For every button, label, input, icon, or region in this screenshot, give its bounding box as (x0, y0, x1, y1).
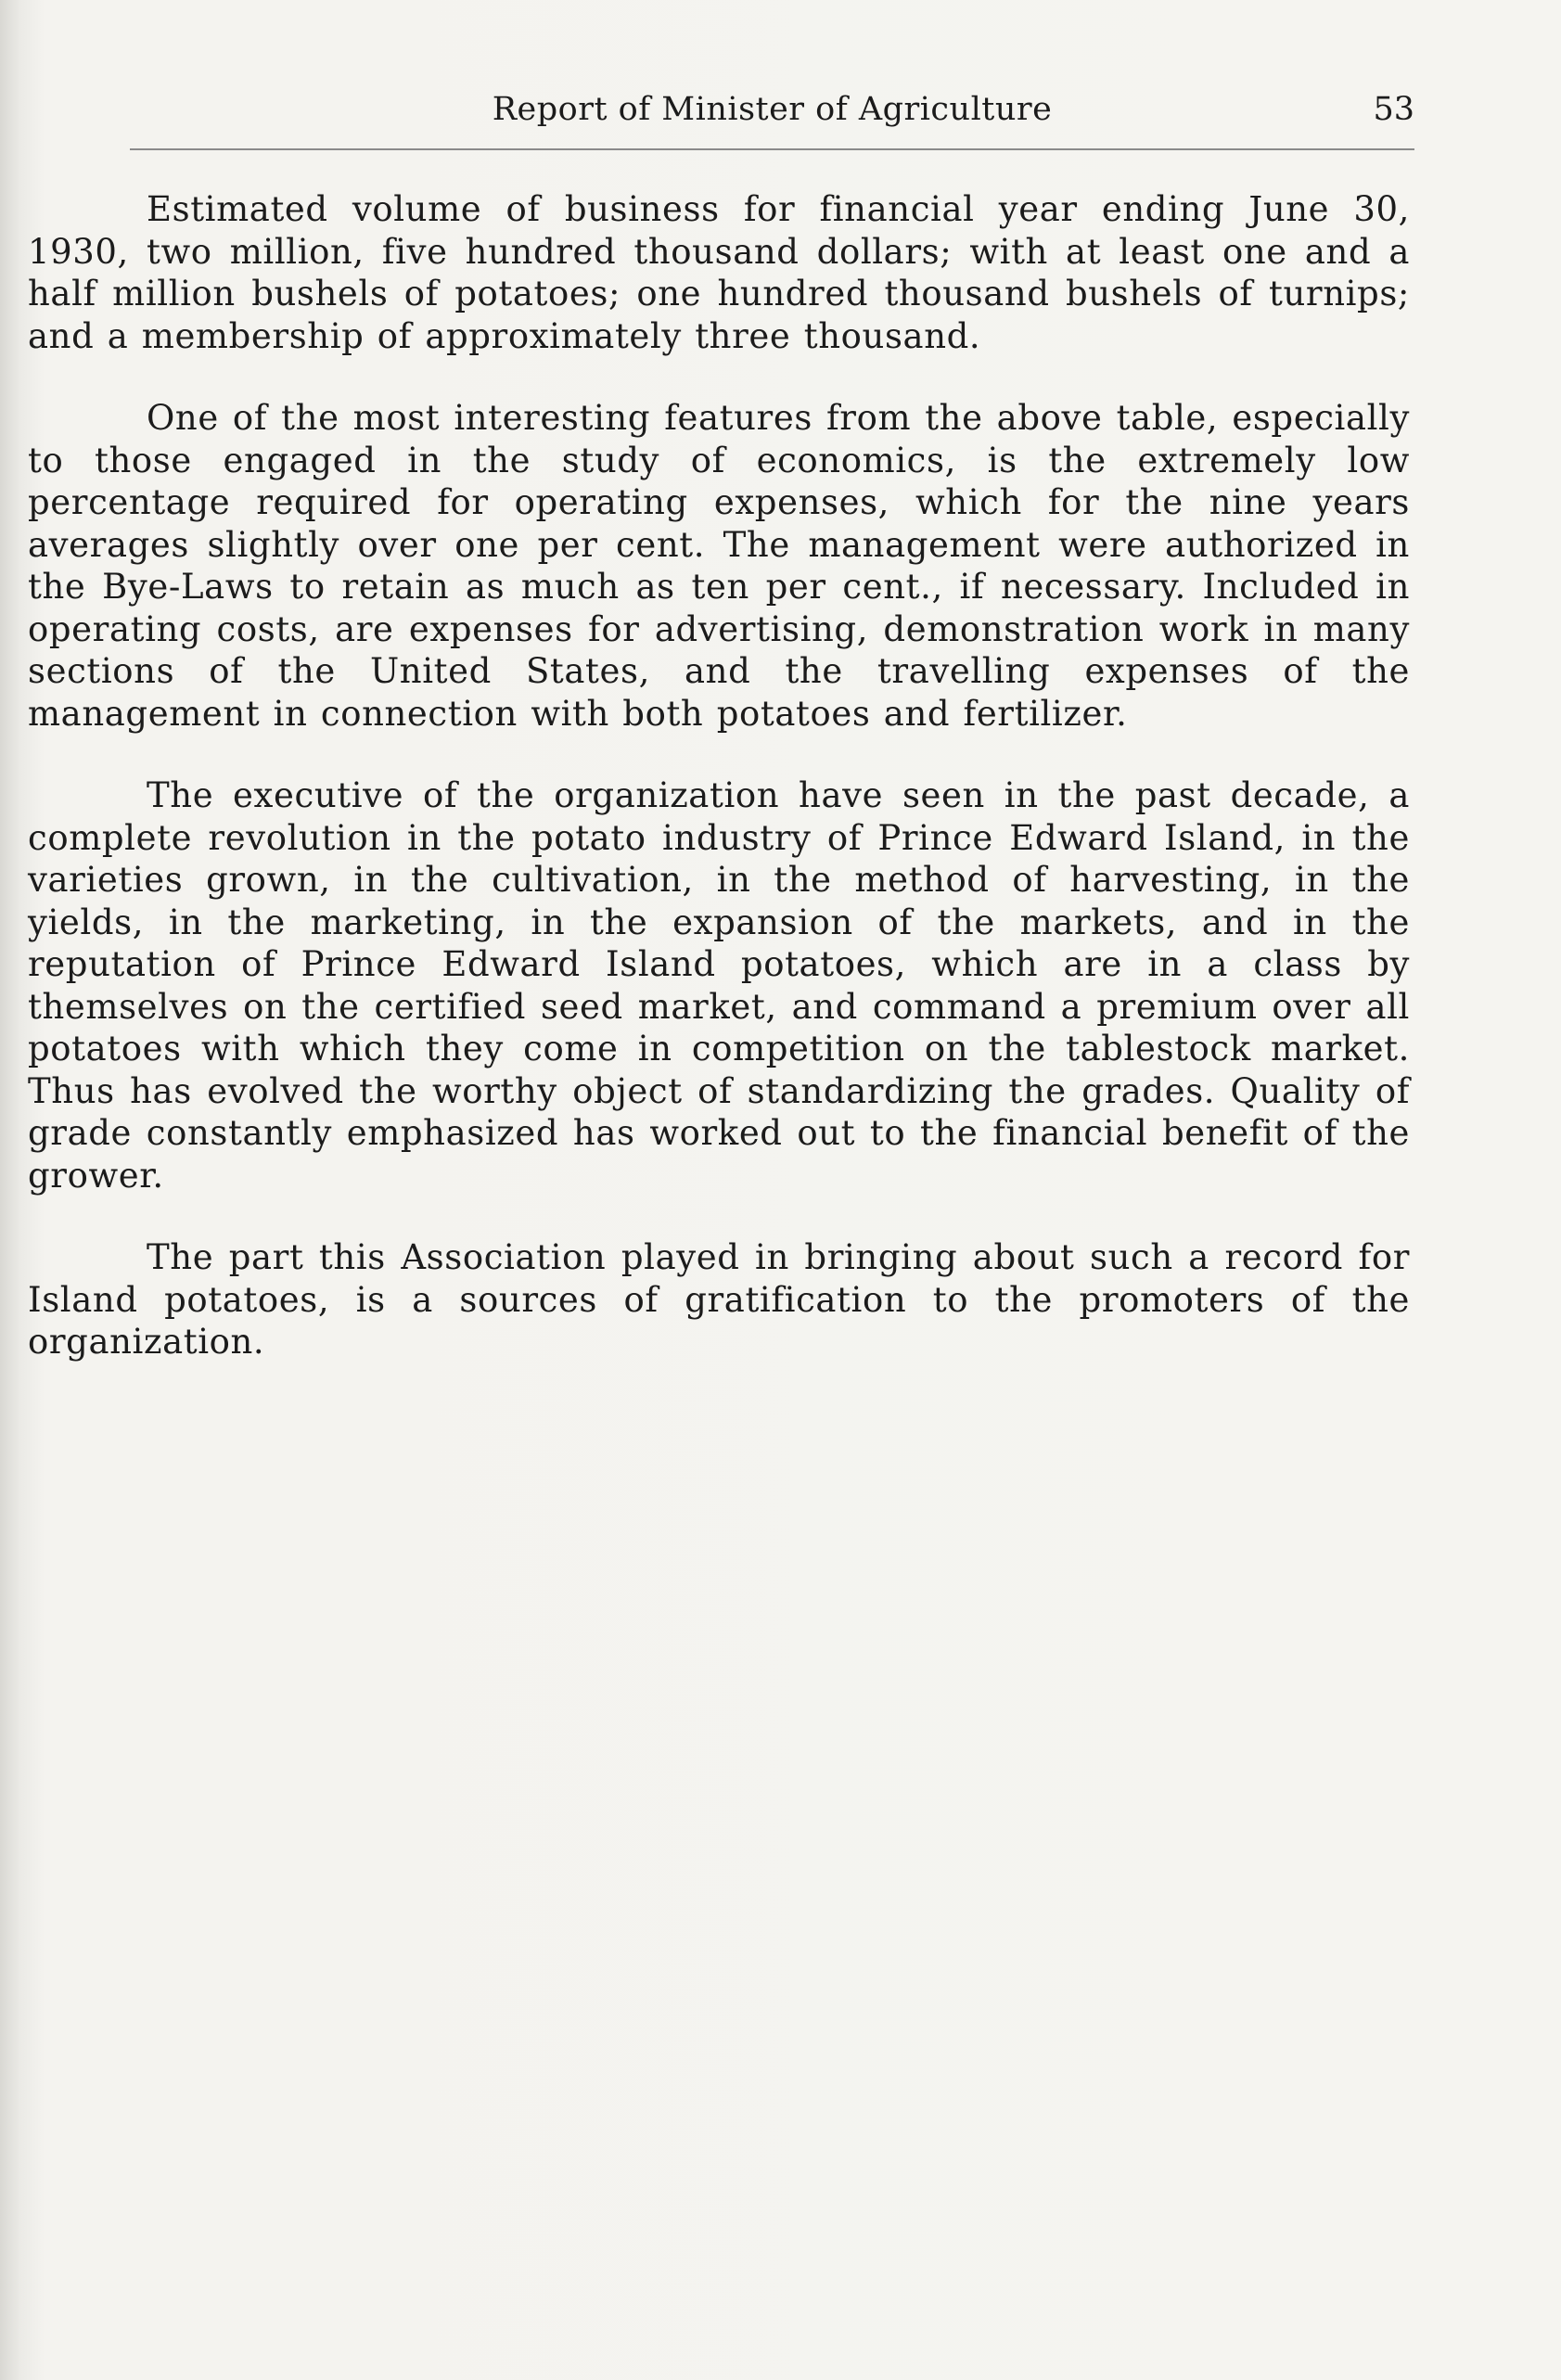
paragraph-operating-expenses: One of the most interesting features from the above table, especially to those engaged in the study of economics, is the extremely low percentage required for operating expenses, which for the nine years averages slightly over one per cent. The management were authorized in the Bye-Laws to retain as much as ten per cent., if necessary. Included in operating costs, are expenses for advertising, demonstration work in many sections of the United States, and the travelling expenses of the management in connection with both potatoes and fertilizer. (28, 398, 1410, 734)
paragraph-association-role: The part this Association played in bringing about such a record for Island potatoes, is a sources of gratification to the promoters of the organization. (28, 1237, 1410, 1362)
page-number: 53 (1373, 91, 1414, 128)
running-header (130, 91, 1414, 147)
running-title: Report of Minister of Agriculture (492, 91, 1053, 128)
body-text (28, 188, 1410, 1403)
paragraph-business-volume: Estimated volume of business for financial year ending June 30, 1930, two million, five hundred thousand dollars; with at least one and a half million bushels of potatoes; one hundred thousand bushels of turnips; and a membership of approximately three thousand. (28, 189, 1410, 356)
header-rule (130, 148, 1414, 150)
paragraph-potato-industry: The executive of the organization have seen in the past decade, a complete revolution in the potato industry of Prince Edward Island, in the varieties grown, in the cultivation, in the method of harvesting, in the yields, in the marketing, in the expansion of the markets, and in the reputation of Prince Edward Island potatoes, which are in a class by themselves on the certified seed market, and command a premium over all potatoes with which they come in competition on the tablestock market. Thus has evolved the worthy object of standardizing the grades. Quality of grade constantly emphasized has worked out to the financial benefit of the grower. (28, 775, 1410, 1196)
